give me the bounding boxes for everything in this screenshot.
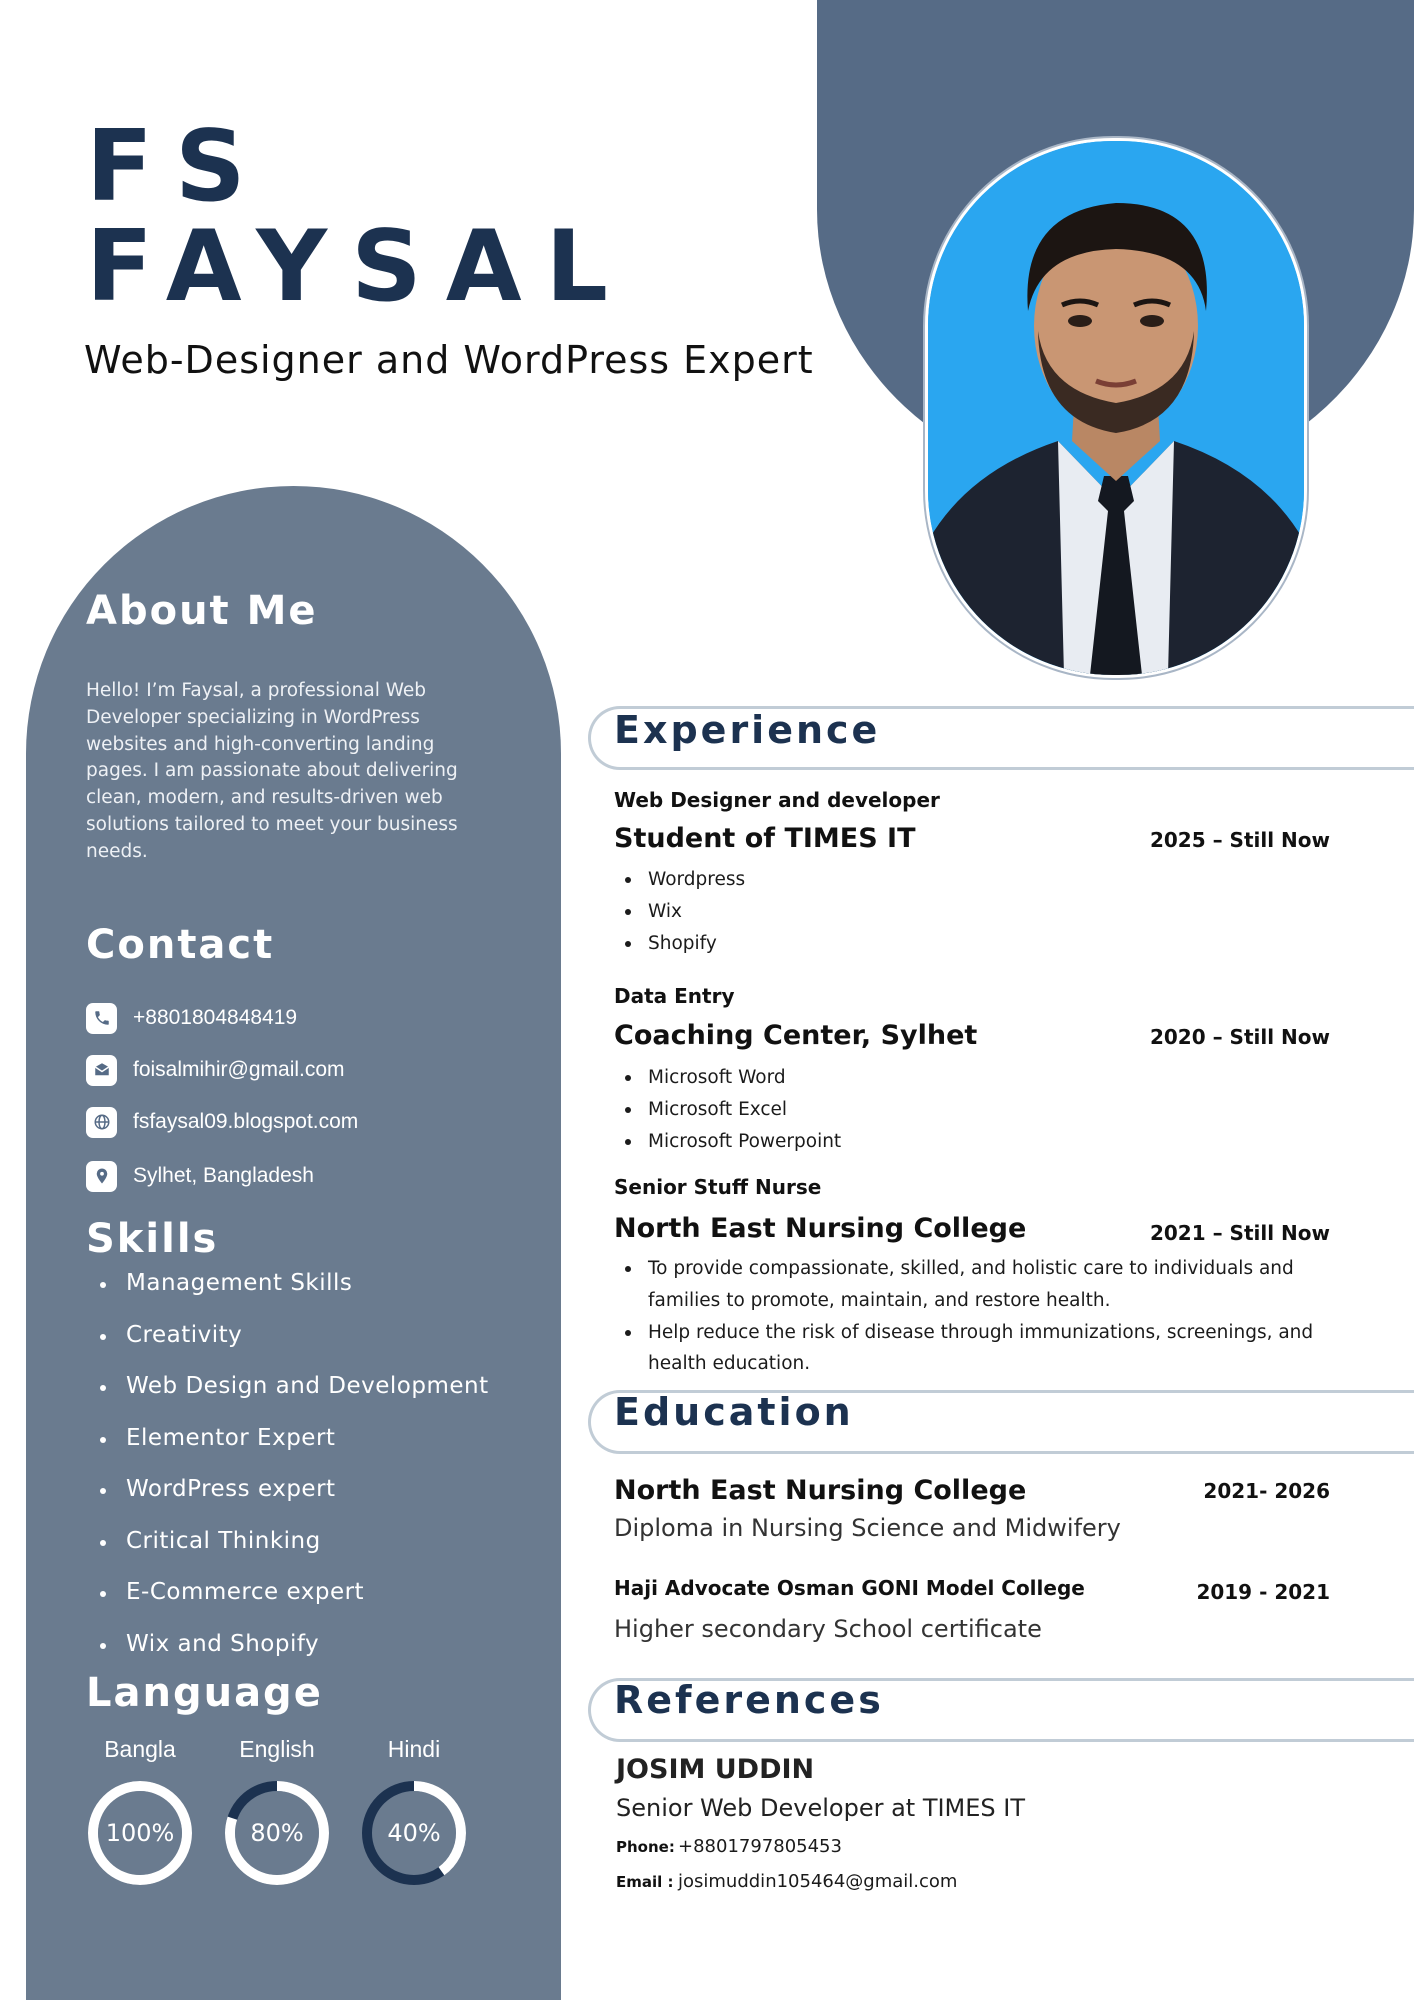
experience-org: Coaching Center, Sylhet (614, 1020, 978, 1051)
list-item: Microsoft Excel (614, 1094, 1349, 1126)
reference-phone-label: Phone: (616, 1838, 675, 1856)
language-bangla (70, 1736, 210, 1888)
experience-date: 2021 – Still Now (1149, 1221, 1330, 1245)
list-item: Shopify (614, 928, 1349, 960)
language-english (207, 1736, 347, 1888)
education-school: North East Nursing College (614, 1475, 1027, 1506)
skills-heading: Skills (86, 1216, 219, 1262)
reference-phone[interactable]: +8801797805453 (678, 1836, 842, 1857)
experience-bullets (614, 1062, 1349, 1157)
experience-bullets (614, 1253, 1349, 1380)
experience-org: North East Nursing College (614, 1213, 1027, 1244)
profile-photo-illustration (928, 141, 1304, 675)
reference-email-label: Email : (616, 1873, 674, 1891)
skill-item: Web Design and Development (86, 1373, 546, 1425)
list-item: Microsoft Powerpoint (614, 1126, 1349, 1158)
references-heading: References (614, 1678, 884, 1722)
experience-date: 2025 – Still Now (1149, 828, 1330, 852)
contact-email[interactable] (86, 1054, 345, 1086)
language-name: Hindi (387, 1736, 441, 1762)
name-last: FAYSAL (86, 210, 633, 324)
job-title: Web-Designer and WordPress Expert (84, 338, 814, 382)
list-item: Wordpress (614, 864, 1349, 896)
contact-phone-text: +8801804848419 (133, 1006, 298, 1029)
language-name: Bangla (104, 1736, 176, 1762)
skill-item: Management Skills (86, 1270, 546, 1322)
skill-item: Critical Thinking (86, 1528, 546, 1580)
education-degree: Diploma in Nursing Science and Midwifery (614, 1514, 1121, 1542)
list-item: Microsoft Word (614, 1062, 1349, 1094)
experience-role: Senior Stuff Nurse (614, 1175, 822, 1199)
language-ring (222, 1778, 332, 1888)
contact-website-text: fsfaysal09.blogspot.com (133, 1110, 359, 1133)
skill-item: WordPress expert (86, 1476, 546, 1528)
language-hindi (344, 1736, 484, 1888)
education-heading: Education (614, 1390, 854, 1434)
language-name: English (239, 1736, 315, 1762)
experience-role: Data Entry (614, 984, 735, 1008)
skill-item: Creativity (86, 1322, 546, 1374)
about-text: Hello! I’m Faysal, a professional Web Developer specializing in WordPress websites and high-converting landing pages. I am passionate about delivering clean, modern, and results-driven web solutions tailored to meet your business needs. (86, 680, 458, 862)
experience-heading: Experience (614, 708, 881, 752)
language-heading: Language (86, 1670, 323, 1716)
reference-email[interactable]: josimuddin105464@gmail.com (678, 1871, 958, 1892)
education-date: 2019 - 2021 (1196, 1580, 1330, 1604)
name-first: FS (86, 110, 268, 224)
language-percent: 40% (387, 1819, 441, 1847)
list-item: Wix (614, 896, 1349, 928)
experience-bullets (614, 864, 1349, 959)
profile-photo (925, 138, 1307, 678)
contact-website[interactable] (86, 1106, 358, 1138)
education-degree: Higher secondary School certificate (614, 1615, 1042, 1643)
list-item: To provide compassionate, skilled, and holistic care to individuals and families to promote, maintain, and restore health. (614, 1253, 1349, 1317)
globe-icon (86, 1107, 117, 1138)
location-pin-icon (86, 1161, 117, 1192)
contact-phone[interactable] (86, 1002, 297, 1034)
contact-heading: Contact (86, 922, 275, 968)
skill-item: Wix and Shopify (86, 1631, 546, 1683)
contact-location-text: Sylhet, Bangladesh (133, 1164, 314, 1187)
phone-icon (86, 1003, 117, 1034)
skill-item: E-Commerce expert (86, 1579, 546, 1631)
skills-list (86, 1270, 546, 1682)
contact-email-text: foisalmihir@gmail.com (133, 1058, 345, 1081)
experience-role: Web Designer and developer (614, 788, 940, 812)
experience-date: 2020 – Still Now (1149, 1025, 1330, 1049)
education-school: Haji Advocate Osman GONI Model College (614, 1576, 1085, 1600)
language-percent: 100% (105, 1819, 175, 1847)
language-ring (85, 1778, 195, 1888)
experience-org: Student of TIMES IT (614, 823, 916, 854)
about-heading: About Me (86, 588, 318, 634)
mail-icon (86, 1055, 117, 1086)
contact-location (86, 1160, 314, 1192)
language-ring (359, 1778, 469, 1888)
education-date: 2021- 2026 (1203, 1479, 1330, 1503)
list-item: Help reduce the risk of disease through immunizations, screenings, and health education. (614, 1317, 1349, 1381)
skill-item: Elementor Expert (86, 1425, 546, 1477)
language-percent: 80% (250, 1819, 304, 1847)
reference-name: JOSIM UDDIN (616, 1754, 815, 1785)
reference-position: Senior Web Developer at TIMES IT (616, 1794, 1026, 1822)
